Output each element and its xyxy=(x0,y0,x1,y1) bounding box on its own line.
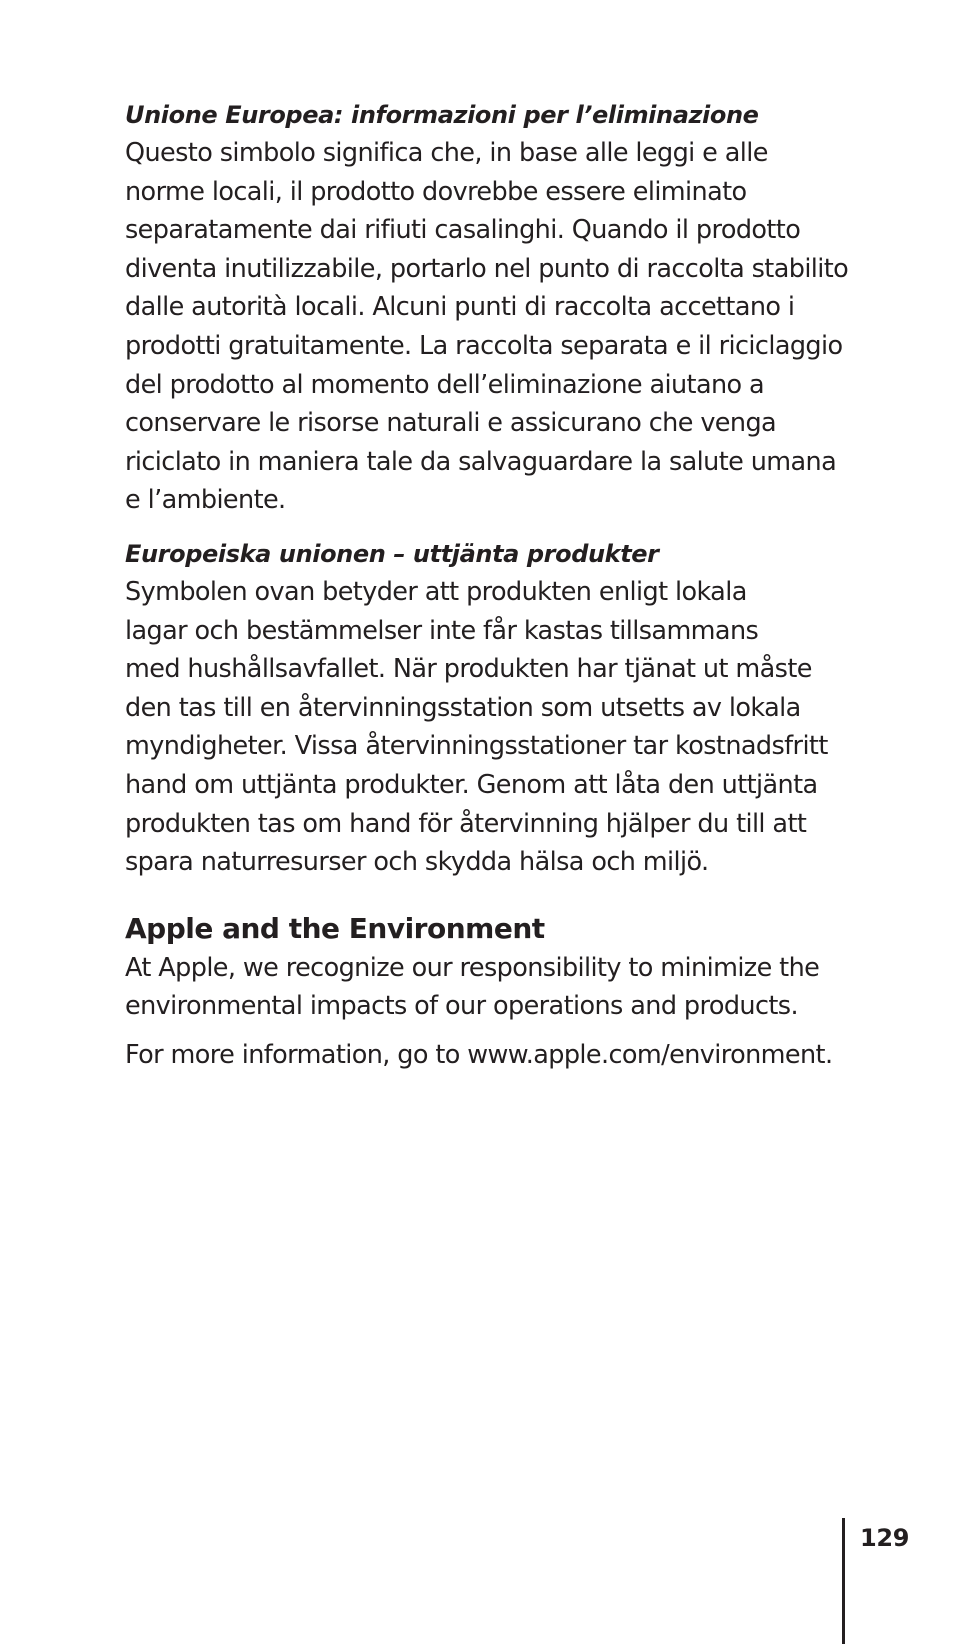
paragraph-swedish xyxy=(125,573,895,882)
section-heading-italian: Unione Europea: informazioni per l’eliminazione xyxy=(125,101,759,129)
text-line: e l’ambiente. xyxy=(125,485,286,516)
section-heading-environment: Apple and the Environment xyxy=(125,911,545,945)
text-line: spara naturresurser och skydda hälsa och miljö. xyxy=(125,847,709,878)
text-line: med hushållsavfallet. När produkten har tjänat ut måste xyxy=(125,654,812,685)
text-line: separatamente dai rifiuti casalinghi. Quando il prodotto xyxy=(125,215,801,246)
paragraph-italian xyxy=(125,134,895,520)
text-line: diventa inutilizzabile, portarlo nel punto di raccolta stabilito xyxy=(125,253,849,284)
text-line: produkten tas om hand för återvinning hjälper du till att xyxy=(125,808,807,839)
section-eu-swedish xyxy=(125,535,895,882)
paragraph-environment xyxy=(125,949,895,1026)
text-line: myndigheter. Vissa återvinningsstationer tar kostnadsfritt xyxy=(125,731,828,762)
text-line: norme locali, il prodotto dovrebbe essere eliminato xyxy=(125,176,747,207)
text-line: del prodotto al momento dell’eliminazione aiutano a xyxy=(125,369,765,400)
text-line: den tas till en återvinningsstation som utsetts av lokala xyxy=(125,692,801,723)
page-number-rule xyxy=(842,1518,845,1644)
text-line: dalle autorità locali. Alcuni punti di raccolta accettano i xyxy=(125,292,795,323)
text-line: At Apple, we recognize our responsibility to minimize the xyxy=(125,952,820,983)
text-line: Symbolen ovan betyder att produkten enligt lokala xyxy=(125,576,747,607)
text-line: hand om uttjänta produkter. Genom att låta den uttjänta xyxy=(125,769,818,800)
section-environment xyxy=(125,909,895,1075)
section-eu-italian xyxy=(125,96,895,520)
text-line: conservare le risorse naturali e assicurano che venga xyxy=(125,408,777,439)
text-line: prodotti gratuitamente. La raccolta separata e il riciclaggio xyxy=(125,330,843,361)
page-number: 129 xyxy=(860,1524,910,1552)
more-info-text: For more information, go to www.apple.com/environment. xyxy=(125,1039,833,1070)
page-content xyxy=(125,96,895,1074)
section-heading-swedish: Europeiska unionen – uttjänta produkter xyxy=(125,539,659,568)
text-line: riciclato in maniera tale da salvaguardare la salute umana xyxy=(125,446,837,477)
text-line: lagar och bestämmelser inte får kastas tillsammans xyxy=(125,615,759,646)
text-line: Questo simbolo significa che, in base alle leggi e alle xyxy=(125,138,768,168)
text-line: environmental impacts of our operations and products. xyxy=(125,991,798,1022)
